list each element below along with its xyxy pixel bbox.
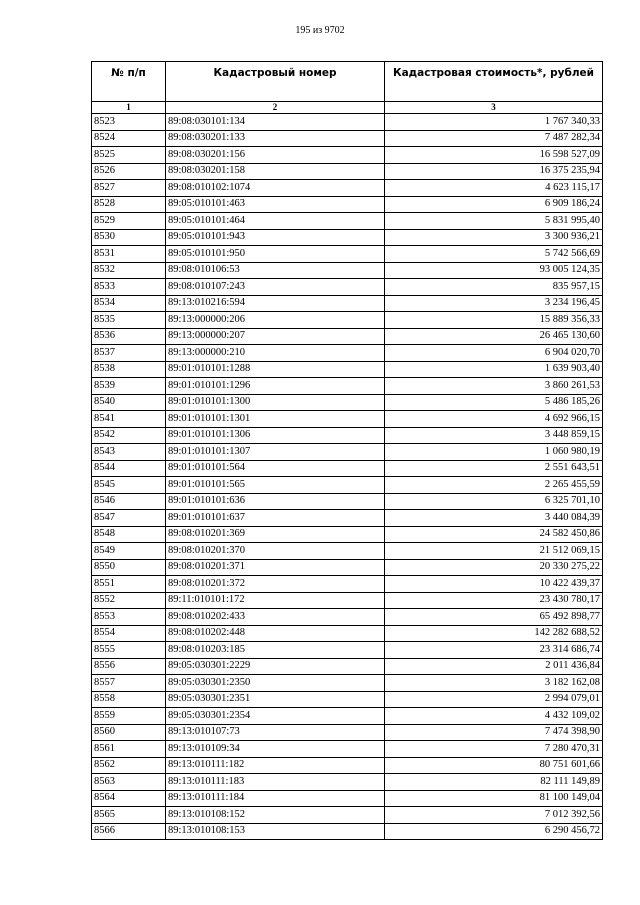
cadastral-value: 835 957,15 <box>385 279 603 296</box>
row-number: 8552 <box>92 592 166 609</box>
table-body <box>92 114 603 840</box>
row-number: 8565 <box>92 807 166 824</box>
cadastral-number: 89:05:010101:464 <box>166 213 385 230</box>
cadastral-value: 1 060 980,19 <box>385 444 603 461</box>
table-row <box>92 460 603 477</box>
cadastral-number: 89:13:010108:152 <box>166 807 385 824</box>
cadastral-number: 89:08:010107:243 <box>166 279 385 296</box>
row-number: 8553 <box>92 609 166 626</box>
table-row <box>92 477 603 494</box>
cadastral-value: 4 432 109,02 <box>385 708 603 725</box>
row-number: 8563 <box>92 774 166 791</box>
table-row <box>92 163 603 180</box>
cadastral-value: 7 474 398,90 <box>385 724 603 741</box>
cadastral-value: 2 265 455,59 <box>385 477 603 494</box>
cadastral-number: 89:05:010101:463 <box>166 196 385 213</box>
row-number: 8535 <box>92 312 166 329</box>
table-row <box>92 295 603 312</box>
cadastral-number: 89:01:010101:1307 <box>166 444 385 461</box>
cadastral-value: 1 767 340,33 <box>385 114 603 131</box>
cadastral-number: 89:08:010106:53 <box>166 262 385 279</box>
cadastral-value: 142 282 688,52 <box>385 625 603 642</box>
row-number: 8539 <box>92 378 166 395</box>
header-cadastral-number: Кадастровый номер <box>166 62 385 102</box>
cadastral-value: 3 234 196,45 <box>385 295 603 312</box>
cadastral-number: 89:13:010216:594 <box>166 295 385 312</box>
cadastral-number: 89:01:010101:564 <box>166 460 385 477</box>
cadastral-value: 3 448 859,15 <box>385 427 603 444</box>
row-number: 8545 <box>92 477 166 494</box>
cadastral-number: 89:01:010101:1301 <box>166 411 385 428</box>
table-row <box>92 592 603 609</box>
cadastral-number: 89:01:010101:1300 <box>166 394 385 411</box>
cadastral-value: 65 492 898,77 <box>385 609 603 626</box>
cadastral-value: 80 751 601,66 <box>385 757 603 774</box>
table-row <box>92 526 603 543</box>
table-row <box>92 345 603 362</box>
cadastral-value: 3 182 162,08 <box>385 675 603 692</box>
row-number: 8562 <box>92 757 166 774</box>
row-number: 8555 <box>92 642 166 659</box>
row-number: 8541 <box>92 411 166 428</box>
cadastral-value: 1 639 903,40 <box>385 361 603 378</box>
table-row <box>92 724 603 741</box>
table-row <box>92 790 603 807</box>
row-number: 8525 <box>92 147 166 164</box>
header-cadastral-value: Кадастровая стоимость*, рублей <box>385 62 603 102</box>
cadastral-number: 89:13:000000:210 <box>166 345 385 362</box>
table-row <box>92 807 603 824</box>
row-number: 8544 <box>92 460 166 477</box>
row-number: 8536 <box>92 328 166 345</box>
cadastral-value: 6 325 701,10 <box>385 493 603 510</box>
cadastral-number: 89:08:010202:433 <box>166 609 385 626</box>
table-row <box>92 774 603 791</box>
table-row <box>92 642 603 659</box>
table-row <box>92 823 603 840</box>
table-row <box>92 229 603 246</box>
table-row <box>92 609 603 626</box>
cadastral-number: 89:13:010108:153 <box>166 823 385 840</box>
table-row <box>92 427 603 444</box>
cadastral-value: 21 512 069,15 <box>385 543 603 560</box>
table-row <box>92 444 603 461</box>
row-number: 8523 <box>92 114 166 131</box>
table-row <box>92 262 603 279</box>
table-row <box>92 312 603 329</box>
cadastral-number: 89:08:010201:372 <box>166 576 385 593</box>
cadastral-number: 89:13:000000:206 <box>166 312 385 329</box>
cadastral-number: 89:13:010109:34 <box>166 741 385 758</box>
cadastral-value: 3 860 261,53 <box>385 378 603 395</box>
row-number: 8528 <box>92 196 166 213</box>
cadastral-value: 4 692 966,15 <box>385 411 603 428</box>
cadastral-number: 89:05:030301:2354 <box>166 708 385 725</box>
table-row <box>92 757 603 774</box>
column-number: 3 <box>385 102 603 114</box>
row-number: 8538 <box>92 361 166 378</box>
cadastral-number: 89:08:010201:369 <box>166 526 385 543</box>
row-number: 8524 <box>92 130 166 147</box>
row-number: 8532 <box>92 262 166 279</box>
cadastral-number: 89:13:010111:184 <box>166 790 385 807</box>
cadastral-value: 2 011 436,84 <box>385 658 603 675</box>
row-number: 8531 <box>92 246 166 263</box>
row-number: 8558 <box>92 691 166 708</box>
table-row <box>92 691 603 708</box>
column-number-row <box>92 102 603 114</box>
table-row <box>92 510 603 527</box>
cadastral-value: 6 290 456,72 <box>385 823 603 840</box>
cadastral-number: 89:08:010102:1074 <box>166 180 385 197</box>
cadastral-number: 89:05:010101:950 <box>166 246 385 263</box>
cadastral-number: 89:08:010203:185 <box>166 642 385 659</box>
cadastral-value: 2 994 079,01 <box>385 691 603 708</box>
cadastral-value: 16 598 527,09 <box>385 147 603 164</box>
header-row <box>92 62 603 102</box>
cadastral-value: 23 314 686,74 <box>385 642 603 659</box>
cadastral-value-table <box>91 61 603 840</box>
cadastral-number: 89:08:010201:370 <box>166 543 385 560</box>
row-number: 8560 <box>92 724 166 741</box>
row-number: 8527 <box>92 180 166 197</box>
cadastral-value: 16 375 235,94 <box>385 163 603 180</box>
cadastral-value: 10 422 439,37 <box>385 576 603 593</box>
table-row <box>92 378 603 395</box>
table-row <box>92 328 603 345</box>
cadastral-value: 5 831 995,40 <box>385 213 603 230</box>
cadastral-value: 6 909 186,24 <box>385 196 603 213</box>
cadastral-number: 89:01:010101:636 <box>166 493 385 510</box>
cadastral-value: 26 465 130,60 <box>385 328 603 345</box>
table-row <box>92 559 603 576</box>
cadastral-number: 89:13:010111:183 <box>166 774 385 791</box>
table-row <box>92 130 603 147</box>
cadastral-value: 7 012 392,56 <box>385 807 603 824</box>
table-row <box>92 246 603 263</box>
row-number: 8533 <box>92 279 166 296</box>
cadastral-number: 89:08:030201:156 <box>166 147 385 164</box>
page-header: 195 из 9702 <box>295 25 345 36</box>
cadastral-number: 89:05:030301:2350 <box>166 675 385 692</box>
row-number: 8549 <box>92 543 166 560</box>
table-row <box>92 658 603 675</box>
table-row <box>92 741 603 758</box>
table-row <box>92 213 603 230</box>
row-number: 8561 <box>92 741 166 758</box>
cadastral-number: 89:05:030301:2351 <box>166 691 385 708</box>
table-row <box>92 675 603 692</box>
cadastral-number: 89:01:010101:1306 <box>166 427 385 444</box>
cadastral-number: 89:08:030201:133 <box>166 130 385 147</box>
row-number: 8526 <box>92 163 166 180</box>
table-row <box>92 180 603 197</box>
row-number: 8537 <box>92 345 166 362</box>
row-number: 8551 <box>92 576 166 593</box>
row-number: 8554 <box>92 625 166 642</box>
row-number: 8557 <box>92 675 166 692</box>
table-row <box>92 279 603 296</box>
cadastral-number: 89:01:010101:637 <box>166 510 385 527</box>
row-number: 8556 <box>92 658 166 675</box>
row-number: 8540 <box>92 394 166 411</box>
cadastral-number: 89:01:010101:565 <box>166 477 385 494</box>
cadastral-value: 2 551 643,51 <box>385 460 603 477</box>
cadastral-value: 81 100 149,04 <box>385 790 603 807</box>
table-row <box>92 576 603 593</box>
cadastral-value: 24 582 450,86 <box>385 526 603 543</box>
table-row <box>92 147 603 164</box>
table-row <box>92 196 603 213</box>
cadastral-number: 89:13:010111:182 <box>166 757 385 774</box>
cadastral-value: 5 742 566,69 <box>385 246 603 263</box>
table-row <box>92 493 603 510</box>
cadastral-number: 89:05:030301:2229 <box>166 658 385 675</box>
cadastral-number: 89:01:010101:1288 <box>166 361 385 378</box>
cadastral-number: 89:11:010101:172 <box>166 592 385 609</box>
cadastral-value: 82 111 149,89 <box>385 774 603 791</box>
table-row <box>92 543 603 560</box>
column-number: 1 <box>92 102 166 114</box>
cadastral-value: 93 005 124,35 <box>385 262 603 279</box>
table-row <box>92 394 603 411</box>
table-row <box>92 708 603 725</box>
cadastral-value: 5 486 185,26 <box>385 394 603 411</box>
table-row <box>92 625 603 642</box>
row-number: 8548 <box>92 526 166 543</box>
cadastral-number: 89:01:010101:1296 <box>166 378 385 395</box>
cadastral-number: 89:08:010201:371 <box>166 559 385 576</box>
cadastral-value: 3 300 936,21 <box>385 229 603 246</box>
cadastral-number: 89:13:000000:207 <box>166 328 385 345</box>
cadastral-value: 3 440 084,39 <box>385 510 603 527</box>
row-number: 8543 <box>92 444 166 461</box>
cadastral-number: 89:08:030101:134 <box>166 114 385 131</box>
table-row <box>92 411 603 428</box>
table-row <box>92 114 603 131</box>
row-number: 8530 <box>92 229 166 246</box>
table-header <box>92 62 603 114</box>
cadastral-number: 89:13:010107:73 <box>166 724 385 741</box>
table-row <box>92 361 603 378</box>
row-number: 8559 <box>92 708 166 725</box>
cadastral-value: 23 430 780,17 <box>385 592 603 609</box>
row-number: 8534 <box>92 295 166 312</box>
cadastral-number: 89:08:010202:448 <box>166 625 385 642</box>
cadastral-value: 20 330 275,22 <box>385 559 603 576</box>
cadastral-value: 7 280 470,31 <box>385 741 603 758</box>
row-number: 8564 <box>92 790 166 807</box>
row-number: 8547 <box>92 510 166 527</box>
cadastral-value: 15 889 356,33 <box>385 312 603 329</box>
column-number: 2 <box>166 102 385 114</box>
cadastral-number: 89:08:030201:158 <box>166 163 385 180</box>
cadastral-value: 4 623 115,17 <box>385 180 603 197</box>
cadastral-number: 89:05:010101:943 <box>166 229 385 246</box>
cadastral-value: 6 904 020,70 <box>385 345 603 362</box>
row-number: 8529 <box>92 213 166 230</box>
row-number: 8550 <box>92 559 166 576</box>
row-number: 8542 <box>92 427 166 444</box>
cadastral-value: 7 487 282,34 <box>385 130 603 147</box>
row-number: 8566 <box>92 823 166 840</box>
header-num: № п/п <box>92 62 166 102</box>
row-number: 8546 <box>92 493 166 510</box>
